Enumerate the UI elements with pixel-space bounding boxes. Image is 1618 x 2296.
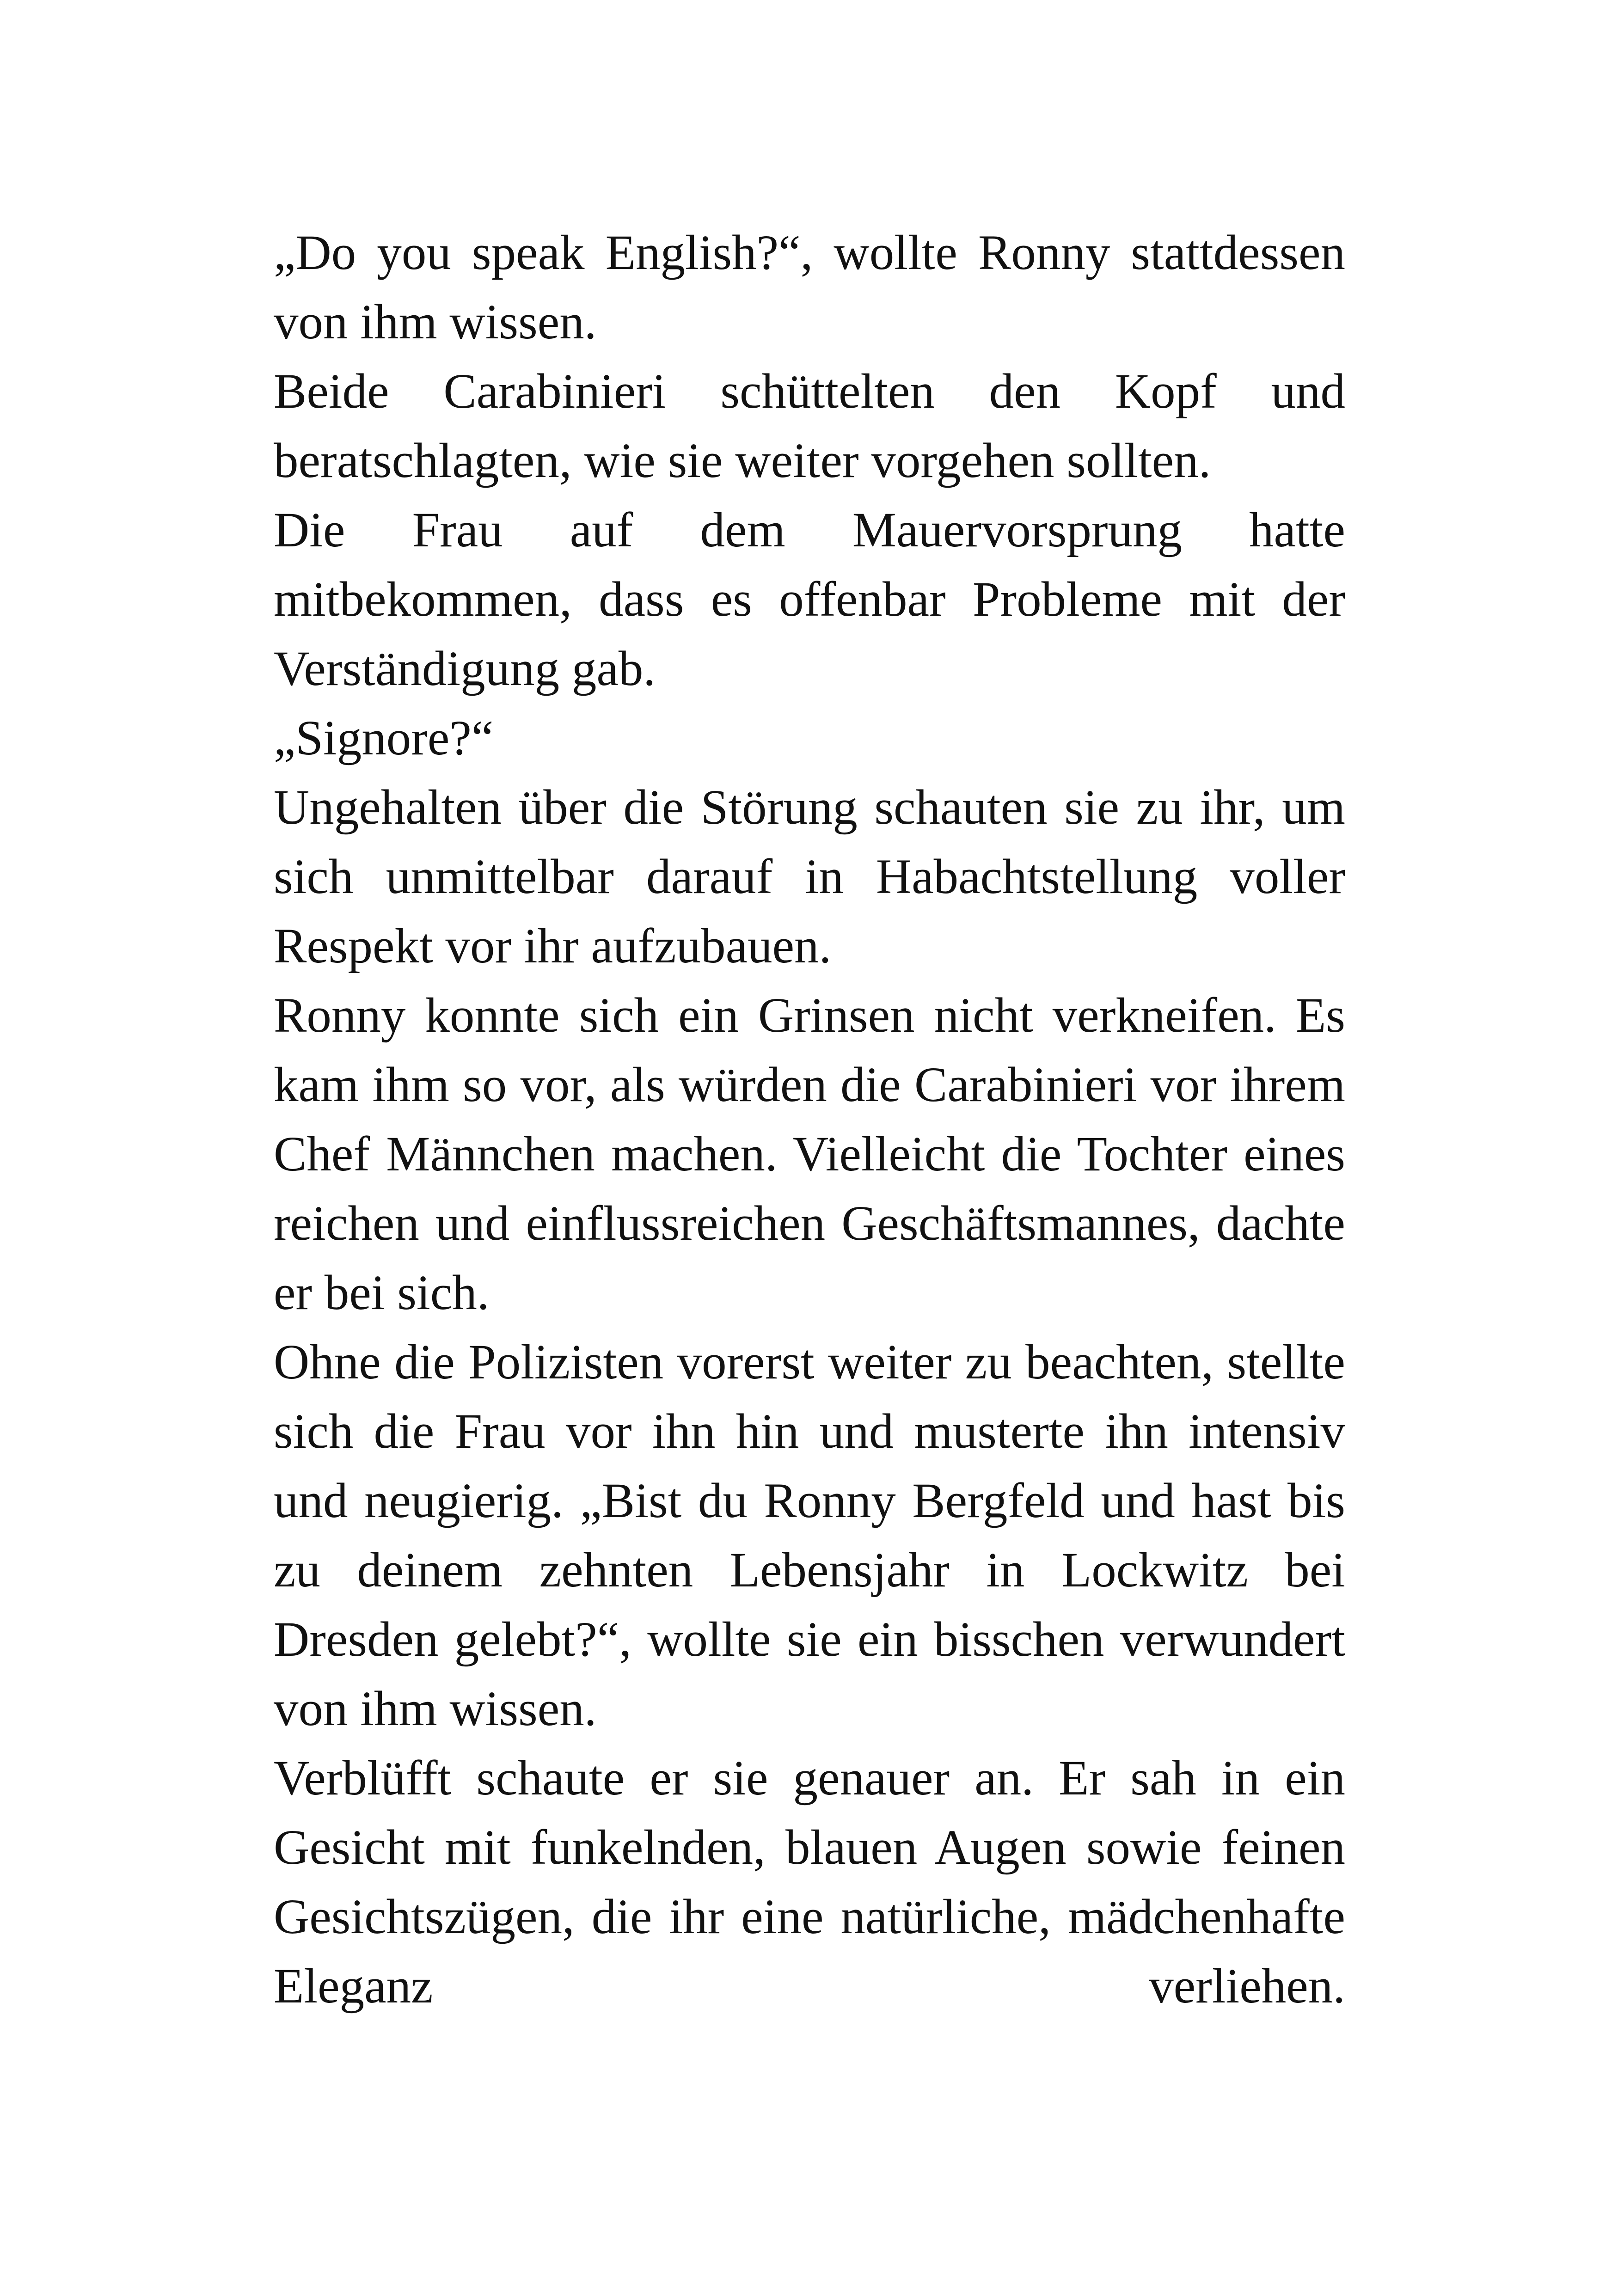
paragraph: „Signore?“ xyxy=(274,711,494,765)
paragraph: Ronny konnte sich ein Grinsen nicht verkneifen. Es kam ihm so vor, als würden die Carabinieri vor ihrem Chef Männchen machen. Vielleicht die Tochter eines reichen und einflussreichen Geschäftsmannes, dachte er bei sich. xyxy=(274,988,1345,1320)
paragraph: Ungehalten über die Störung schauten sie zu ihr, um sich unmittelbar darauf in Habachtstellung voller Respekt vor ihr aufzubauen. xyxy=(274,780,1345,974)
paragraph: „Do you speak English?“, wollte Ronny stattdessen von ihm wissen. xyxy=(274,226,1345,349)
paragraph: Ohne die Polizisten vorerst weiter zu beachten, stellte sich die Frau vor ihn hin und musterte ihn intensiv und neugierig. „Bist du Ronny Bergfeld und hast bis zu deinem zehnten Lebensjahr in Lockwitz bei Dresden gelebt?“, wollte sie ein bisschen verwundert von ihm wissen. xyxy=(274,1335,1345,1736)
paragraph: Verblüfft schaute er sie genauer an. Er sah in ein Gesicht mit funkelnden, blauen Augen sowie feinen Gesichtszügen, die ihr eine natürliche, mädchenhafte Eleganz verliehen. xyxy=(274,1751,1345,2014)
paragraph: Die Frau auf dem Mauervorsprung hatte mitbekommen, dass es offenbar Probleme mit der Verständigung gab. xyxy=(274,503,1345,696)
body-text xyxy=(274,218,1345,2021)
paragraph: Beide Carabinieri schüttelten den Kopf und beratschlagten, wie sie weiter vorgehen sollten. xyxy=(274,364,1345,488)
